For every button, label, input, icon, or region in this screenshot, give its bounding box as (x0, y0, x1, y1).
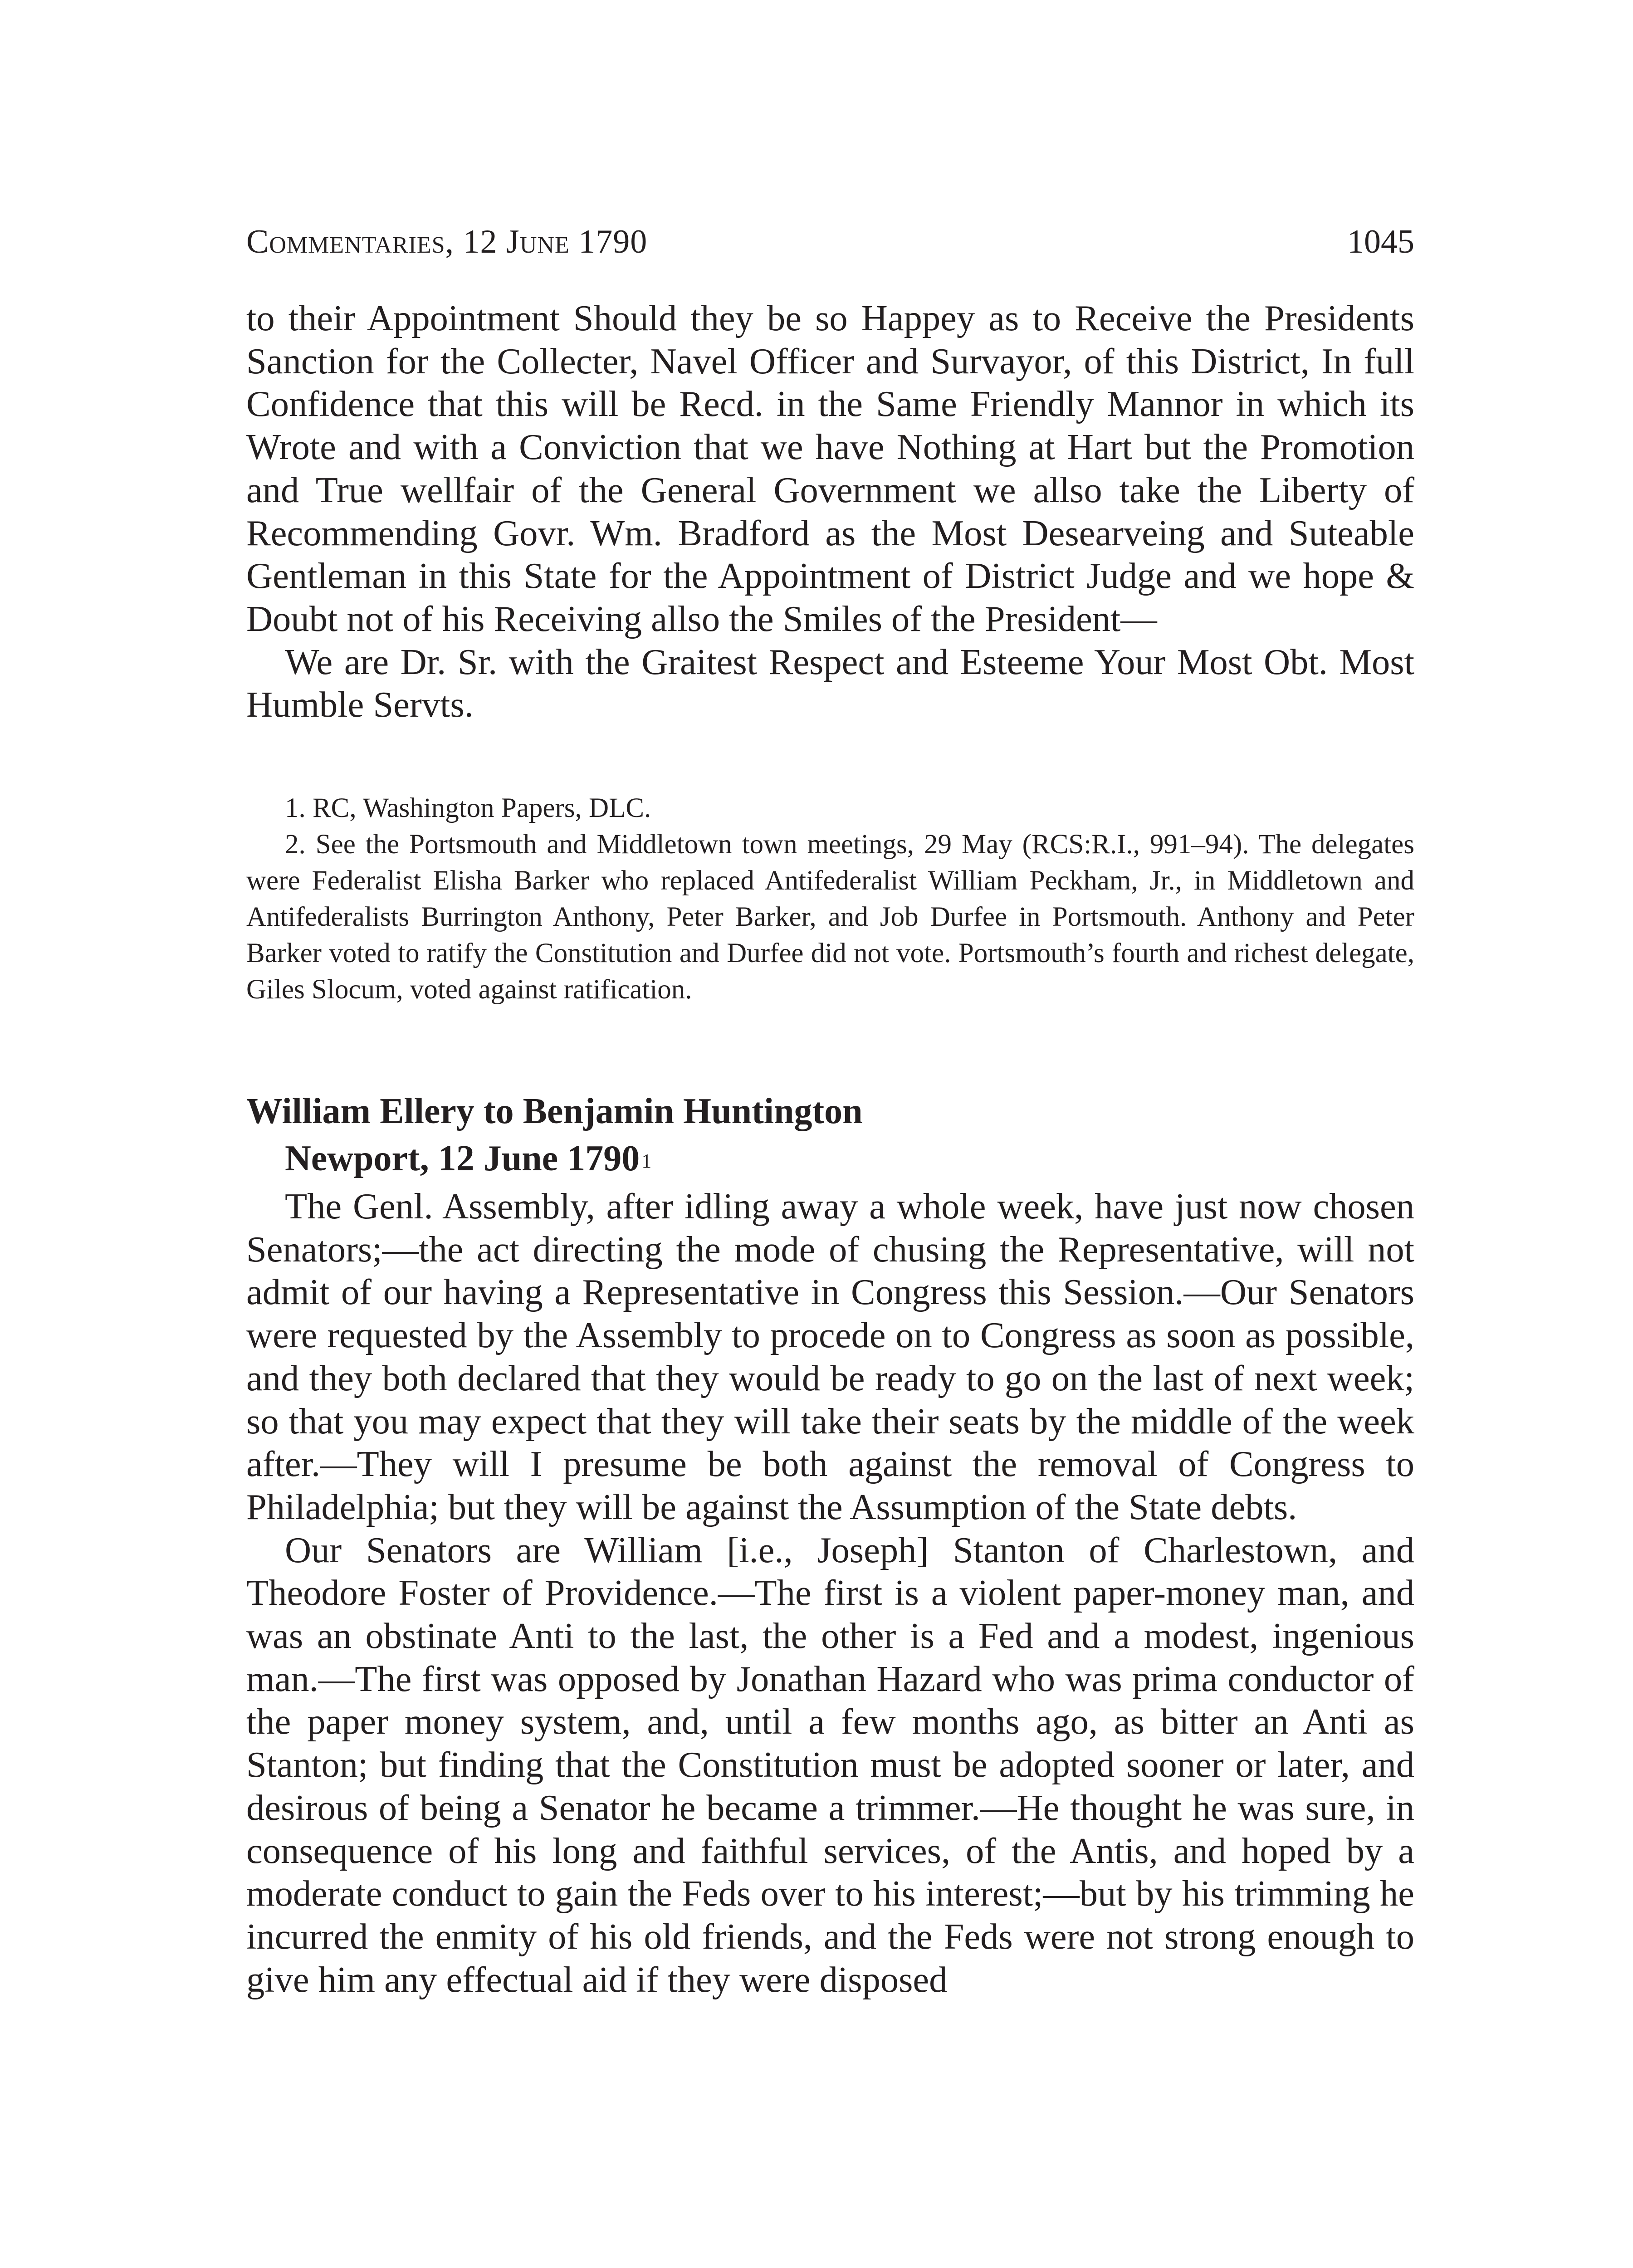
letter-paragraph-1: The Genl. Assembly, after idling away a whole week, have just now chosen Senators;—the act directing the mode of chusing the Representative, will not admit of our having a Representative in Congress this Session.—Our Senators were requested by the Assembly to procede on to Congress as soon as possible, and they both declared that they would be ready to go on the last of next week; so that you may expect that they will take their seats by the middle of the week after.—They will I presume be both against the removal of Congress to Philadelphia; but they will be against the Assumption of the State debts. (246, 1186, 1414, 1527)
continued-letter (246, 297, 1414, 727)
document-heading (246, 1088, 1414, 1182)
continued-paragraph: to their Appointment Should they be so Happey as to Receive the Presidents Sanction for the Collecter, Navel Officer and Survayor, of this District, In full Confidence that this will be Recd. in the Same Friendly Mannor in which its Wrote and with a Conviction that we have Nothing at Hart but the Promotion and True wellfair of the General Government we allso take the Liberty of Recommending Govr. Wm. Bradford as the Most Desearveing and Suteable Gentleman in this State for the Appointment of District Judge and we hope & Doubt not of his Receiving allso the Smiles of the President— (246, 298, 1414, 639)
letter-paragraph-2: Our Senators are William [i.e., Joseph] Stanton of Charlestown, and Theodore Foster of Providence.—The first is a violent paper-money man, and was an obstinate Anti to the last, the other is a Fed and a modest, ingenious man.—The first was opposed by Jonathan Hazard who was prima conductor of the paper money system, and, until a few months ago, as bitter an Anti as Stanton; but finding that the Constitution must be adopted sooner or later, and desirous of being a Senator he became a trimmer.—He thought he was sure, in consequence of his long and faithful services, of the Antis, and hoped by a moderate conduct to gain the Feds over to his interest;—but by his trimming he incurred the enmity of his old friends, and the Feds were not strong enough to give him any effectual aid if they were disposed (246, 1530, 1414, 2000)
page-number: 1045 (1347, 223, 1414, 260)
footnote-2: 2. See the Portsmouth and Middletown town meetings, 29 May (RCS:R.I., 991–94). The delegates were Federalist Elisha Barker who replaced Antifederalist William Peckham, Jr., in Middletown and Antifederalists Burrington Anthony, Peter Barker, and Job Durfee in Portsmouth. Anthony and Peter Barker voted to ratify the Constitution and Durfee did not vote. Portsmouth’s fourth and richest delegate, Giles Slocum, voted against ratification. (246, 829, 1414, 1005)
closing-salutation: We are Dr. Sr. with the Graitest Respect and Esteeme Your Most Obt. Most Humble Servts. (246, 641, 1414, 725)
running-head (246, 221, 1414, 263)
footnote-1: 1. RC, Washington Papers, DLC. (285, 793, 651, 823)
running-head-title: Commentaries, 12 June 1790 (246, 223, 648, 260)
heading-title: William Ellery to Benjamin Huntington (246, 1091, 863, 1131)
letter-body (246, 1185, 1414, 2001)
heading-dateline (246, 1135, 1414, 1182)
heading-place-date: Newport, 12 June 1790 (285, 1139, 640, 1178)
footnote-reference: 1 (641, 1150, 652, 1172)
footnotes (246, 790, 1414, 1008)
